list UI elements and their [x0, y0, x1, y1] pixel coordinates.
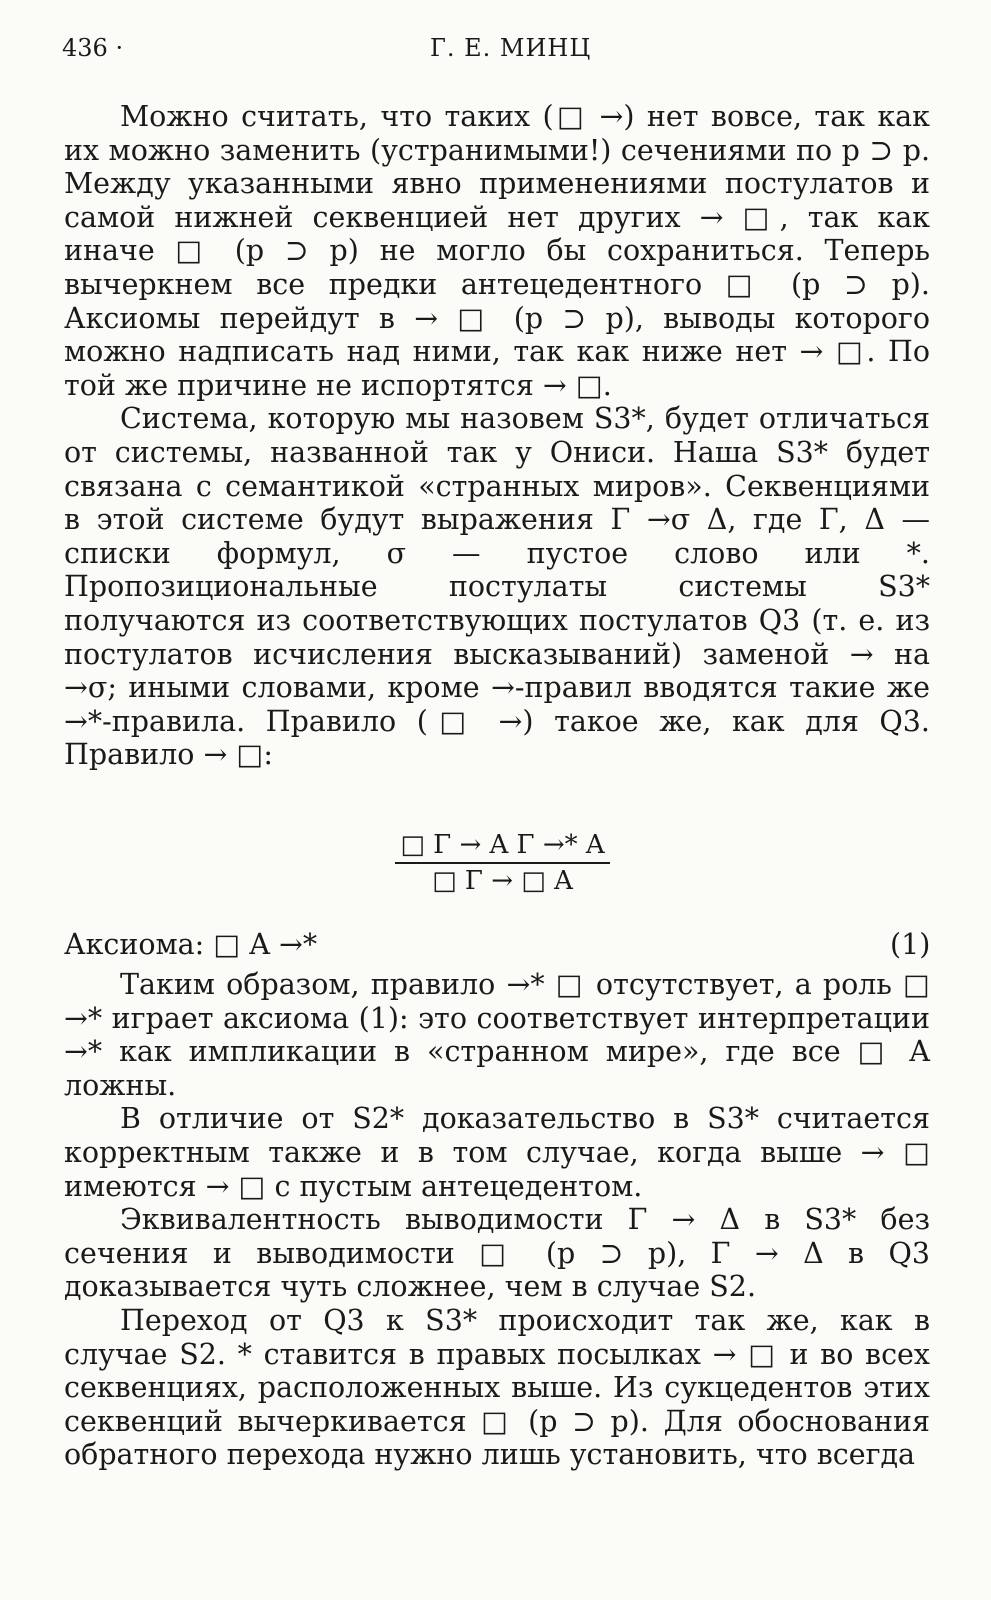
text-body-bottom — [64, 968, 930, 1472]
running-head-author: Г. Е. МИНЦ — [430, 34, 592, 62]
page-number: 436 · — [62, 34, 124, 62]
paragraph: Можно считать, что таких (□ →) нет вовсе, так как их можно заменить (устранимыми!) сечениями по p ⊃ p. Между указанными явно применениями постулатов и самой нижней секвенцией нет других → □, так как иначе □ (p ⊃ p) не могло бы сохраниться. Теперь вычеркнем все предки антецедентного □ (p ⊃ p). Аксиомы перейдут в → □ (p ⊃ p), выводы которого можно надписать над ними, так как ниже нет → □. По той же причине не испортятся → □. — [64, 100, 930, 402]
rule-premises: □ Γ → A Γ →* A — [395, 830, 610, 864]
paragraph: Система, которую мы назовем S3*, будет отличаться от системы, названной так у Ониси. Наша S3* будет связана с семантикой «странных миров». Секвенциями в этой системе будут выражения Γ →σ Δ, где Γ, Δ — списки формул, σ — пустое слово или *. Пропозициональные постулаты системы S3* получаются из соответствующих постулатов Q3 (т. е. из постулатов исчисления высказываний) заменой → на →σ; иными словами, кроме →-правил вводятся такие же →*-правила. Правило (□ →) такое же, как для Q3. Правило → □: — [64, 402, 930, 772]
inference-rule — [395, 830, 610, 896]
paragraph: Переход от Q3 к S3* происходит так же, как в случае S2. * ставится в правых посылках → □ и во всех секвенциях, расположенных выше. Из сукцедентов этих секвенций вычеркивается □ (p ⊃ p). Для обоснования обратного перехода нужно лишь установить, что всегда — [64, 1303, 930, 1472]
paragraph: Таким образом, правило →* □ отсутствует, а роль □ →* играет аксиома (1): это соответствует интерпретации →* как импликации в «странном мире», где все □ A ложны. — [64, 968, 930, 1102]
paragraph: Эквивалентность выводимости Γ → Δ в S3* без сечения и выводимости □ (p ⊃ p), Γ → Δ в Q3 доказывается чуть сложнее, чем в случае S2. — [64, 1203, 930, 1304]
paragraph: В отличие от S2* доказательство в S3* считается корректным также и в том случае, когда выше → □ имеются → □ с пустым антецедентом. — [64, 1102, 930, 1203]
axiom-line: Аксиома: □ A →* — [64, 928, 318, 961]
axiom-number: (1) — [890, 928, 931, 961]
rule-conclusion: □ Γ → □ A — [432, 866, 573, 896]
text-body-top — [64, 100, 930, 772]
